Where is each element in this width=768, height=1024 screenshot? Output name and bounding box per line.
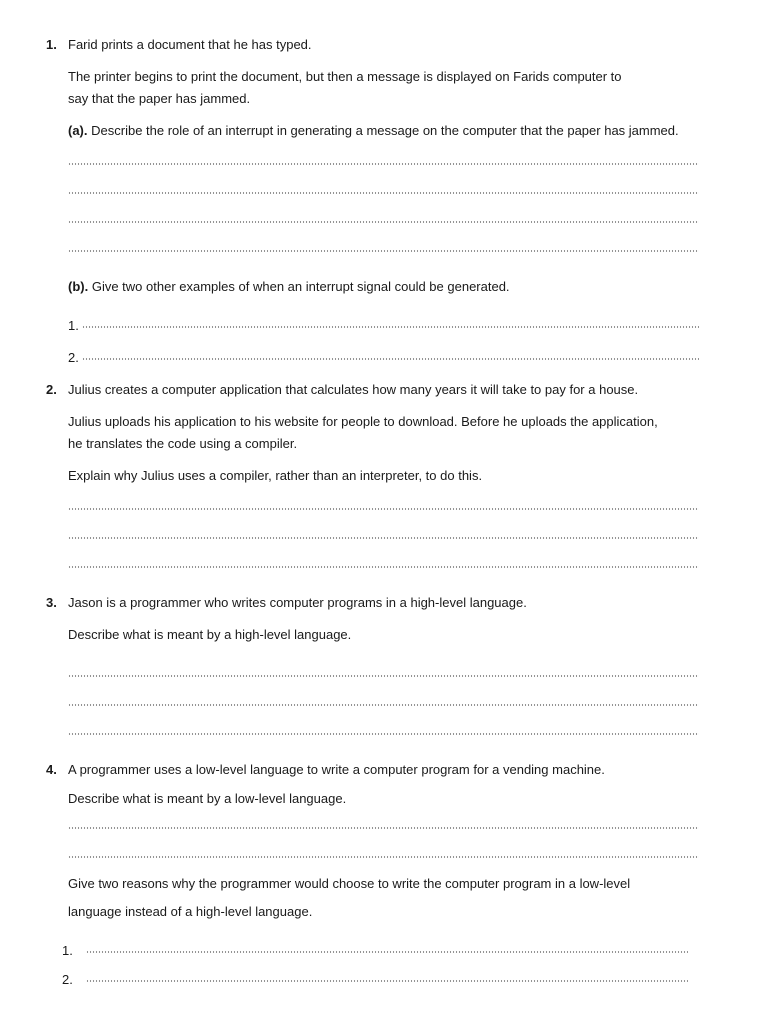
question-1b-item-1-number: 1.: [68, 318, 79, 333]
question-1a-label: (a).: [68, 123, 88, 138]
question-1-context-line-1: The printer begins to print the document, but then a message is displayed on Farids computer to: [68, 69, 622, 84]
answer-line-3-3[interactable]: [68, 733, 699, 735]
answer-line-4-1[interactable]: [68, 827, 699, 829]
answer-line-1a-3[interactable]: [68, 221, 699, 223]
answer-line-4-reason-1[interactable]: [86, 951, 688, 953]
answer-line-3-1[interactable]: [68, 675, 699, 677]
question-2-number: 2.: [46, 382, 57, 397]
question-4-intro: A programmer uses a low-level language to write a computer program for a vending machine.: [68, 762, 605, 777]
question-2-context-line-1: Julius uploads his application to his website for people to download. Before he uploads the application,: [68, 414, 658, 429]
question-1b-item-2-number: 2.: [68, 350, 79, 365]
question-1b-label: (b).: [68, 279, 89, 294]
question-2-prompt: Explain why Julius uses a compiler, rather than an interpreter, to do this.: [68, 468, 483, 483]
question-4-item-1-number: 1.: [62, 943, 73, 958]
question-3-number: 3.: [46, 595, 57, 610]
question-4-prompt: Describe what is meant by a low-level language.: [68, 791, 347, 806]
answer-line-2-1[interactable]: [68, 508, 699, 510]
answer-line-4-2[interactable]: [68, 856, 699, 858]
question-4-reasons-line-2: language instead of a high-level language.: [68, 904, 313, 919]
question-2-intro: Julius creates a computer application that calculates how many years it will take to pay for a house.: [68, 382, 639, 397]
answer-line-1a-4[interactable]: [68, 250, 699, 252]
question-4-item-2-number: 2.: [62, 972, 73, 987]
question-1b: [68, 280, 510, 293]
answer-line-4-reason-2[interactable]: [86, 980, 688, 982]
answer-line-1a-2[interactable]: [68, 192, 699, 194]
answer-line-1a-1[interactable]: [68, 163, 699, 165]
question-4-number: 4.: [46, 762, 57, 777]
question-2-context-line-2: he translates the code using a compiler.: [68, 436, 298, 451]
answer-line-1b-2[interactable]: [82, 358, 699, 360]
question-1b-text: Give two other examples of when an interrupt signal could be generated.: [91, 279, 510, 294]
question-3-intro: Jason is a programmer who writes computer programs in a high-level language.: [68, 595, 527, 610]
question-1-number: 1.: [46, 37, 57, 52]
question-1-intro: Farid prints a document that he has typed.: [68, 37, 312, 52]
answer-line-2-2[interactable]: [68, 537, 699, 539]
answer-line-2-3[interactable]: [68, 566, 699, 568]
question-4-reasons-line-1: Give two reasons why the programmer would choose to write the computer program in a low-level: [68, 876, 631, 891]
question-1a-text: Describe the role of an interrupt in generating a message on the computer that the paper has jammed.: [91, 123, 679, 138]
answer-line-1b-1[interactable]: [82, 326, 699, 328]
answer-line-3-2[interactable]: [68, 704, 699, 706]
question-1-context-line-2: say that the paper has jammed.: [68, 91, 251, 106]
question-3-prompt: Describe what is meant by a high-level language.: [68, 627, 352, 642]
question-1a: [68, 124, 679, 137]
